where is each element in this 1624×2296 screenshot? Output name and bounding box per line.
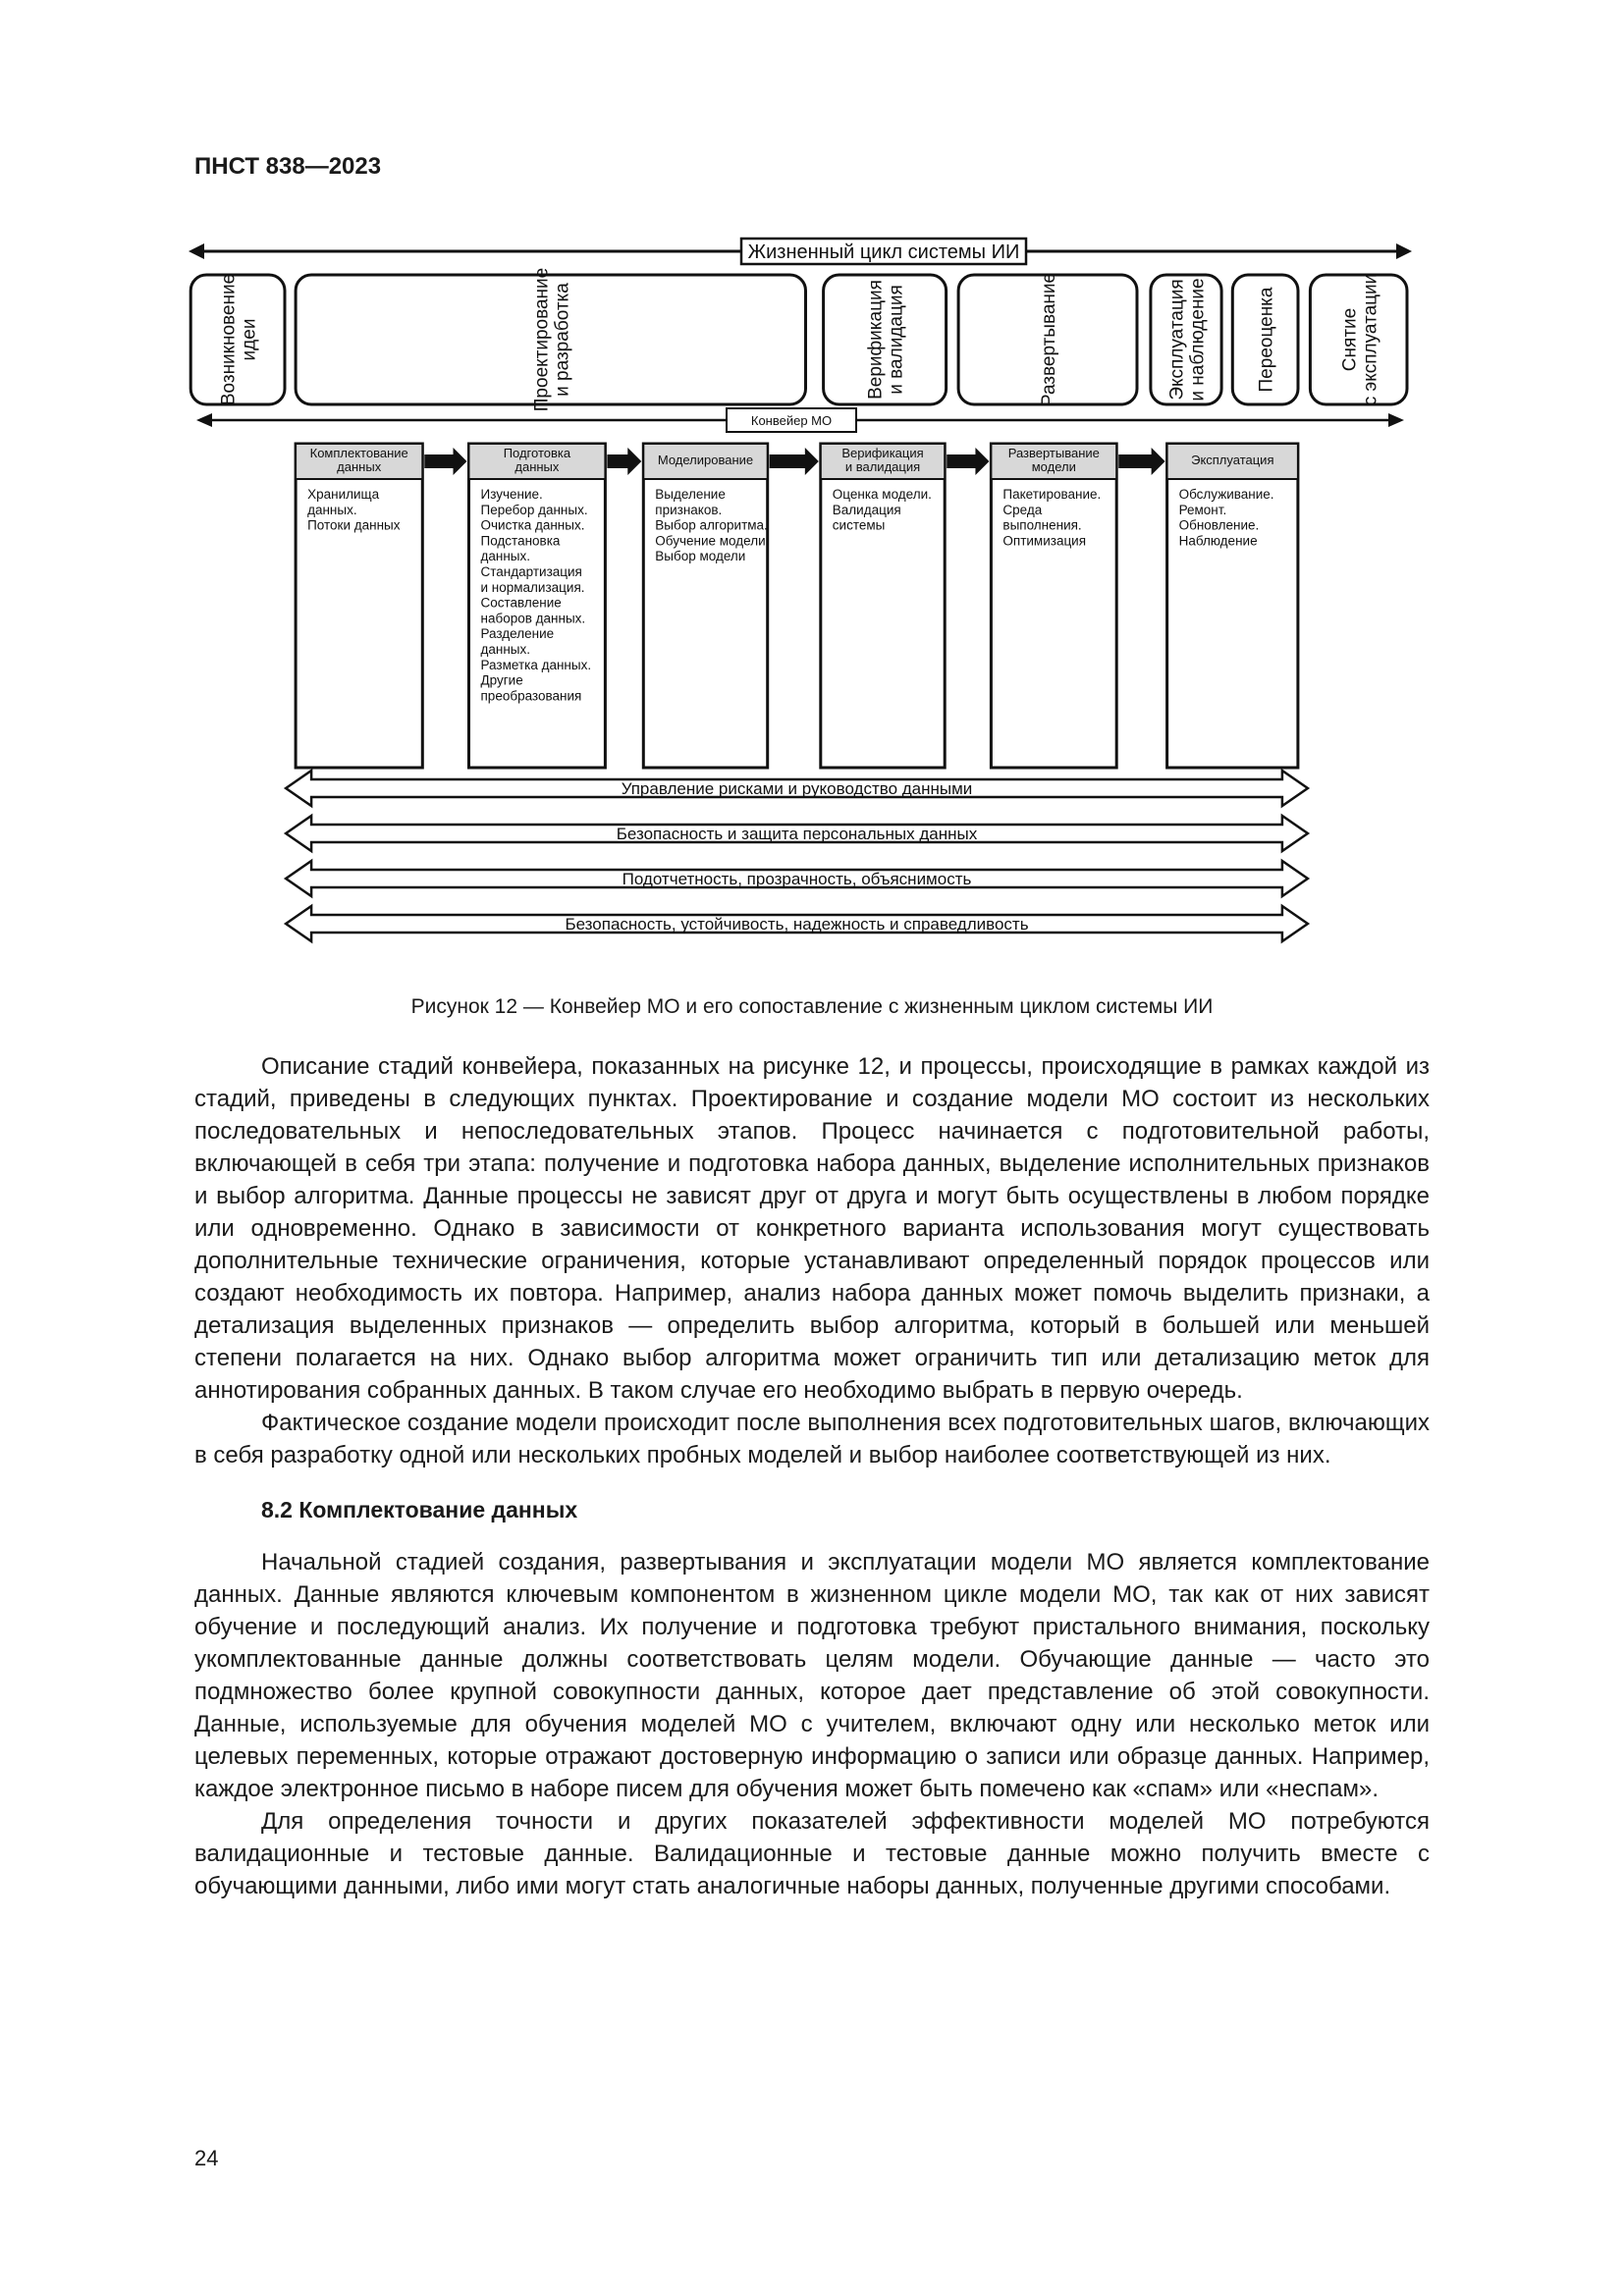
cross-cutting-label: Безопасность, устойчивость, надежность и справедливость	[565, 915, 1029, 934]
pipeline-stage-item: Разметка данных.	[480, 657, 592, 672]
pipeline-stage-item: Подстановка	[480, 533, 561, 549]
pipeline-stage-item: Потоки данных	[307, 517, 401, 533]
pipeline-stage-item: Очистка данных.	[480, 517, 585, 533]
pipeline-stage-item: Стандартизация	[480, 564, 582, 579]
pipeline-stage-item: Среда	[1002, 502, 1043, 517]
pipeline-stage-title: Эксплуатация	[1191, 453, 1274, 467]
pipeline-stage-item: данных.	[480, 549, 530, 564]
pipeline-stage-item: Ремонт.	[1178, 502, 1227, 517]
pipeline-stage-item: Валидация	[832, 502, 901, 517]
pipeline-stage-title: модели	[1031, 459, 1076, 474]
paragraph: Начальной стадией создания, развертывания и эксплуатации модели МО является комплектование данных. Данные являются ключевым компонентом в жизненном цикле модели МО, так как от них зависят обучение и последующий анализ. Их получение и подготовка требуют пристального внимания, поскольку укомплектованные данные должны соответствовать целям модели. Обучающие данные — часто это подмножество более крупной совокупности данных, которое дает представление об этой совокупности. Данные, используемые для обучения моделей МО с учителем, включают одну или несколько меток или целевых переменных, которые отражают достоверную информацию о записи или образце данных. Например, каждое электронное письмо в наборе писем для обучения может быть помечено как «спам» или «неспам».	[194, 1549, 1430, 1802]
body-text	[194, 1050, 1430, 1902]
lifecycle-stage-label: Развертывание	[1039, 272, 1060, 407]
pipeline-stage-item: Хранилища	[307, 487, 380, 502]
lifecycle-stage-label: Эксплуатацияи наблюдение	[1166, 278, 1209, 401]
pipeline-stage-item: данных.	[307, 502, 357, 517]
pipeline-stage-item: Разделение	[480, 626, 555, 642]
pipeline-flow-arrow	[424, 448, 466, 475]
pipeline-stage-title: Развертывание	[1007, 446, 1100, 460]
pipeline-stage-item: Обслуживание.	[1178, 487, 1274, 502]
pipeline-flow-arrow	[770, 448, 819, 475]
lifecycle-stage-label: Проектированиеи разработка	[531, 267, 573, 412]
lifecycle-stage-label: Возникновениеидеи	[218, 273, 260, 406]
pipeline-stage-item: Пакетирование.	[1002, 487, 1102, 502]
figure-caption: Рисунок 12 — Конвейер МО и его сопоставление с жизненным циклом системы ИИ	[410, 995, 1214, 1018]
pipeline-stage-title: Моделирование	[657, 453, 754, 467]
pipeline-stage-item: преобразования	[480, 688, 582, 704]
pipeline-stage-item: Наблюдение	[1178, 533, 1258, 549]
lifecycle-arrow-left-head	[189, 243, 204, 259]
pipeline-arrow-right-head	[1388, 413, 1404, 427]
page-number: 24	[194, 2146, 219, 2170]
section-heading: 8.2 Комплектование данных	[261, 1497, 578, 1522]
pipeline-stage-item: системы	[832, 517, 886, 533]
paragraph: Описание стадий конвейера, показанных на рисунке 12, и процессы, происходящие в рамках каждой из стадий, приведены в следующих пунктах. Проектирование и создание модели МО состоит из нескольких последовательных и непоследовательных этапов. Процесс начинается с подготовительной работы, включающей в себя три этапа: получение и подготовка набора данных, выделение исполнительных признаков и выбор алгоритма. Данные процессы не зависят друг от друга и могут быть осуществлены в любом порядке или одновременно. Однако в зависимости от конкретного варианта использования могут существовать дополнительные технические ограничения, которые устанавливают определенный порядок процессов или создают необходимость их повтора. Например, анализ набора данных может помочь выделить признаки, а детализация выделенных признаков — определить выбор алгоритма, который в большей или меньшей степени полагается на них. Однако выбор алгоритма может ограничить тип или детализацию меток для аннотирования собранных данных. В таком случае его необходимо выбрать в первую очередь.	[194, 1053, 1430, 1404]
pipeline-stage-item: Изучение.	[480, 487, 543, 502]
pipeline-stage-item: наборов данных.	[480, 611, 586, 626]
pipeline-stage-item: Составление	[480, 595, 562, 611]
paragraph: Фактическое создание модели происходит после выполнения всех подготовительных шагов, включающих в себя разработку одной или нескольких пробных моделей и выбор наиболее соответствующей из них.	[194, 1410, 1430, 1468]
lifecycle-stage-label: Снятиес эксплуатации	[1339, 273, 1381, 406]
pipeline-stage-title: и валидация	[844, 459, 921, 474]
pipeline-stage-item: Перебор данных.	[480, 502, 588, 517]
pipeline-title: Конвейер МО	[750, 413, 833, 428]
lifecycle-title: Жизненный цикл системы ИИ	[747, 241, 1020, 263]
lifecycle-stage-label: Переоценка	[1256, 287, 1277, 393]
cross-cutting-label: Управление рисками и руководство данными	[621, 779, 973, 798]
pipeline-stage-item: и нормализация.	[480, 579, 585, 595]
pipeline-stage-item: Обучение модели.	[655, 533, 770, 549]
pipeline-stage-item: Выделение	[655, 487, 726, 502]
pipeline-diagram	[187, 228, 1414, 974]
figure-ml-pipeline	[187, 228, 1414, 974]
pipeline-stage-title: Комплектование	[309, 446, 408, 460]
pipeline-arrow-left-head	[196, 413, 212, 427]
pipeline-stage-item: Выбор модели	[655, 549, 746, 564]
cross-cutting-label: Безопасность и защита персональных данных	[616, 825, 978, 843]
pipeline-stage-item: выполнения.	[1002, 517, 1082, 533]
pipeline-stage-item: Оценка модели.	[832, 487, 932, 502]
pipeline-stage-item: Выбор алгоритма.	[655, 517, 768, 533]
pipeline-flow-arrow	[1118, 448, 1164, 475]
pipeline-flow-arrow	[947, 448, 989, 475]
paragraph: Для определения точности и других показателей эффективности моделей МО потребуются валидационные и тестовые данные. Валидационные и тестовые данные можно получить вместе с обучающими данными, либо ими могут стать аналогичные наборы данных, полученные другими способами.	[194, 1808, 1430, 1899]
pipeline-stage-item: Обновление.	[1178, 517, 1260, 533]
pipeline-stage-title: данных	[514, 459, 560, 474]
pipeline-stage-item: признаков.	[655, 502, 723, 517]
pipeline-stage-title: данных	[337, 459, 382, 474]
lifecycle-stage-label: Верификацияи валидация	[865, 280, 907, 400]
pipeline-stage-item: данных.	[480, 642, 530, 657]
pipeline-stage-item: Оптимизация	[1002, 533, 1087, 549]
cross-cutting-label: Подотчетность, прозрачность, объяснимость	[622, 870, 972, 888]
document-id: ПНСТ 838—2023	[194, 153, 382, 180]
pipeline-stage-title: Верификация	[841, 446, 924, 460]
pipeline-stage-item: Другие	[480, 672, 523, 688]
pipeline-flow-arrow	[607, 448, 641, 475]
lifecycle-arrow-right-head	[1396, 243, 1412, 259]
pipeline-stage-title: Подготовка	[503, 446, 571, 460]
